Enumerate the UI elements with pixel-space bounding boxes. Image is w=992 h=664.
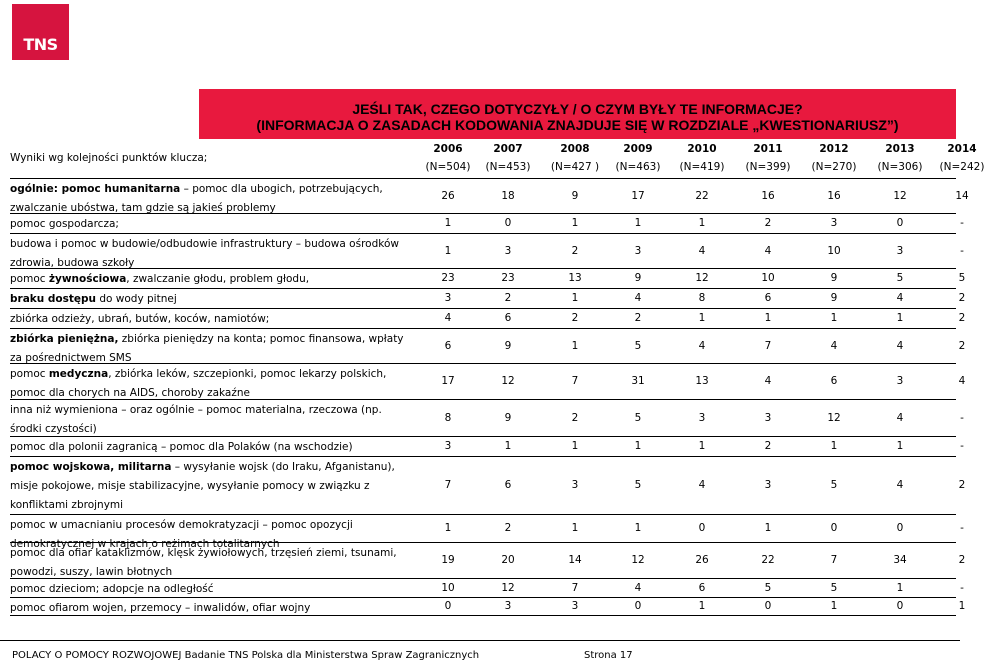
value-cell: 4 — [698, 339, 706, 352]
row-label — [10, 289, 410, 309]
table-row — [10, 456, 966, 514]
tns-logo — [12, 4, 69, 60]
value-cell: 4 — [896, 411, 904, 424]
table-row — [10, 268, 966, 288]
value-cell: 0 — [896, 217, 904, 229]
table-row — [10, 514, 964, 550]
value-cell: 4 — [958, 375, 966, 387]
row-label — [10, 437, 410, 457]
row-values — [418, 234, 964, 268]
row-label-part: pomoc dla polonii zagranicą – pomoc dla Polaków (na wschodzie) — [10, 441, 353, 453]
row-label — [10, 364, 410, 403]
value-cell: 4 — [830, 339, 838, 352]
value-cell: 4 — [698, 479, 706, 491]
value-cell: 7 — [830, 554, 838, 566]
row-label — [10, 400, 410, 439]
value-cell: 5 — [634, 479, 642, 491]
value-cell: 12 — [695, 272, 709, 284]
row-label-part: pomoc w umacnianiu procesów demokratyzacji – pomoc opozycji demokratycznej w krajach o reżimach totalitarnych — [10, 519, 353, 550]
value-cell: 9 — [571, 189, 579, 202]
results-legend-label: Wyniki wg kolejności punktów klucza; — [10, 152, 208, 164]
row-values — [418, 598, 966, 615]
row-label-part: pomoc — [10, 273, 49, 285]
table-row — [10, 363, 966, 399]
value-cell: 18 — [501, 189, 515, 202]
year-label: 2011 — [753, 143, 783, 155]
value-cell: 1 — [698, 217, 706, 229]
row-label — [10, 269, 410, 289]
value-cell: - — [960, 440, 964, 452]
sample-size-label: (N=427 ) — [550, 161, 600, 173]
value-cell: - — [960, 411, 964, 424]
value-cell: 2 — [571, 312, 579, 324]
row-label-part: budowa i pomoc w budowie/odbudowie infrastruktury – budowa ośrodków zdrowia, budowa szkoły — [10, 238, 399, 269]
value-cell: 1 — [571, 339, 579, 352]
footer-page-number: Strona 17 — [584, 650, 633, 661]
question-title-line2: (INFORMACJA O ZASADACH KODOWANIA ZNAJDUJE SIĘ W ROZDZIALE „KWESTIONARIUSZ”) — [256, 117, 899, 133]
value-cell: 9 — [830, 292, 838, 304]
value-cell: 1 — [571, 440, 579, 452]
value-cell: 5 — [830, 581, 838, 594]
year-column-0 — [418, 143, 478, 174]
row-label-part: pomoc dla ofiar kataklizmów, klęsk żywiołowych, trzęsień ziemi, tsunami, powodzi, suszy, lawin błotnych — [10, 547, 397, 578]
year-column-5 — [738, 143, 798, 174]
value-cell: 1 — [444, 522, 452, 534]
value-cell: 1 — [958, 600, 966, 612]
value-cell: 1 — [830, 440, 838, 452]
value-cell: 6 — [764, 292, 772, 304]
value-cell: 1 — [698, 600, 706, 612]
value-cell: 5 — [958, 272, 966, 284]
value-cell: 2 — [504, 522, 512, 534]
value-cell: 5 — [634, 339, 642, 352]
value-cell: 9 — [634, 272, 642, 284]
row-values — [418, 437, 964, 456]
year-header-row — [418, 143, 985, 175]
value-cell: 7 — [571, 375, 579, 387]
value-cell: 0 — [444, 600, 452, 612]
row-label-part: medyczna — [48, 368, 109, 380]
value-cell: 23 — [501, 272, 515, 284]
value-cell: 0 — [504, 217, 512, 229]
value-cell: 13 — [695, 375, 709, 387]
value-cell: 4 — [896, 292, 904, 304]
row-label-part: , zwalczanie głodu, problem głodu, — [126, 273, 310, 285]
value-cell: 22 — [761, 554, 775, 566]
value-cell: 9 — [830, 272, 838, 284]
sample-size-label: (N=270) — [811, 161, 857, 173]
table-row — [10, 213, 964, 233]
year-label: 2006 — [433, 143, 463, 155]
year-label: 2009 — [623, 143, 653, 155]
value-cell: 1 — [504, 440, 512, 452]
value-cell: 1 — [896, 581, 904, 594]
value-cell: 2 — [571, 411, 579, 424]
value-cell: 0 — [698, 522, 706, 534]
table-row — [10, 399, 964, 436]
row-label-part: pomoc gospodarcza; — [10, 218, 119, 230]
value-cell: 5 — [764, 581, 772, 594]
row-label — [10, 457, 410, 515]
value-cell: - — [960, 217, 964, 229]
sample-size-label: (N=242) — [939, 161, 985, 173]
value-cell: 6 — [504, 479, 512, 491]
value-cell: 7 — [571, 581, 579, 594]
value-cell: 2 — [764, 440, 772, 452]
row-values — [418, 515, 964, 542]
table-row — [10, 288, 966, 308]
value-cell: 4 — [634, 581, 642, 594]
value-cell: 1 — [634, 522, 642, 534]
value-cell: 12 — [827, 411, 841, 424]
value-cell: 4 — [444, 312, 452, 324]
value-cell: 17 — [441, 375, 455, 387]
table-row — [10, 578, 964, 597]
value-cell: 8 — [444, 411, 452, 424]
value-cell: 3 — [830, 217, 838, 229]
value-cell: 4 — [698, 244, 706, 257]
value-cell: 5 — [830, 479, 838, 491]
value-cell: 26 — [441, 189, 455, 202]
table-row — [10, 178, 969, 214]
row-label-part: do wody pitnej — [96, 293, 177, 305]
table-bottom-border — [10, 615, 956, 616]
sample-size-label: (N=463) — [615, 161, 661, 173]
row-label-part: ogólnie: pomoc humanitarna — [10, 183, 181, 195]
row-label-part: żywnościowa — [48, 273, 127, 285]
row-values — [418, 457, 966, 514]
footer-divider — [0, 640, 960, 641]
value-cell: 9 — [504, 411, 512, 424]
value-cell: 2 — [958, 554, 966, 566]
value-cell: 3 — [698, 411, 706, 424]
row-values — [418, 329, 966, 363]
year-label: 2013 — [885, 143, 915, 155]
row-label-part: pomoc wojskowa, militarna — [10, 461, 172, 473]
row-label-part: zbiórka pieniężna, — [10, 333, 119, 345]
value-cell: 2 — [958, 479, 966, 491]
value-cell: 12 — [501, 581, 515, 594]
year-column-8 — [932, 143, 992, 174]
value-cell: 7 — [764, 339, 772, 352]
row-label-part: pomoc — [10, 368, 49, 380]
table-row — [10, 436, 964, 456]
value-cell: 10 — [827, 244, 841, 257]
sample-size-label: (N=419) — [679, 161, 725, 173]
value-cell: 16 — [761, 189, 775, 202]
value-cell: 1 — [896, 312, 904, 324]
value-cell: 1 — [896, 440, 904, 452]
value-cell: 31 — [631, 375, 645, 387]
sample-size-label: (N=399) — [745, 161, 791, 173]
value-cell: 1 — [444, 217, 452, 229]
year-column-3 — [608, 143, 668, 174]
value-cell: 4 — [764, 244, 772, 257]
value-cell: 2 — [504, 292, 512, 304]
value-cell: 1 — [444, 244, 452, 257]
sample-size-label: (N=453) — [485, 161, 531, 173]
value-cell: 3 — [444, 440, 452, 452]
footer-study-title: POLACY O POMOCY ROZWOJOWEJ Badanie TNS Polska dla Ministerstwa Spraw Zagranicznych — [12, 650, 480, 661]
year-column-2 — [545, 143, 605, 174]
value-cell: 1 — [634, 217, 642, 229]
row-label-part: – pomoc dla ubogich, potrzebujących, zwalczanie ubóstwa, tam gdzie są jakieś problemy — [10, 183, 383, 214]
value-cell: 23 — [441, 272, 455, 284]
value-cell: 5 — [634, 411, 642, 424]
value-cell: 9 — [504, 339, 512, 352]
value-cell: 6 — [830, 375, 838, 387]
value-cell: 1 — [571, 522, 579, 534]
logo-text: TNS — [23, 35, 58, 54]
value-cell: 7 — [444, 479, 452, 491]
value-cell: 22 — [695, 189, 709, 202]
value-cell: 3 — [571, 479, 579, 491]
sample-size-label: (N=504) — [425, 161, 471, 173]
row-values — [418, 543, 966, 578]
value-cell: 3 — [764, 479, 772, 491]
value-cell: - — [960, 244, 964, 257]
value-cell: 12 — [893, 189, 907, 202]
value-cell: 12 — [501, 375, 515, 387]
value-cell: 10 — [761, 272, 775, 284]
value-cell: 1 — [571, 217, 579, 229]
value-cell: 2 — [958, 292, 966, 304]
value-cell: 4 — [896, 479, 904, 491]
table-row — [10, 328, 966, 364]
value-cell: 2 — [634, 312, 642, 324]
value-cell: 19 — [441, 554, 455, 566]
value-cell: 1 — [698, 312, 706, 324]
table-row — [10, 542, 966, 578]
year-column-6 — [804, 143, 864, 174]
value-cell: 26 — [695, 554, 709, 566]
value-cell: 20 — [501, 554, 515, 566]
value-cell: 1 — [830, 312, 838, 324]
value-cell: 3 — [896, 244, 904, 257]
value-cell: 6 — [444, 339, 452, 352]
value-cell: 3 — [504, 600, 512, 612]
value-cell: 2 — [764, 217, 772, 229]
row-label — [10, 579, 410, 599]
row-label — [10, 543, 410, 582]
sample-size-label: (N=306) — [877, 161, 923, 173]
row-values — [418, 400, 964, 436]
value-cell: 1 — [698, 440, 706, 452]
question-title — [199, 101, 956, 133]
value-cell: 8 — [698, 292, 706, 304]
value-cell: 1 — [634, 440, 642, 452]
value-cell: 3 — [896, 375, 904, 387]
value-cell: 2 — [958, 339, 966, 352]
value-cell: 16 — [827, 189, 841, 202]
value-cell: 0 — [896, 600, 904, 612]
value-cell: 0 — [764, 600, 772, 612]
row-label — [10, 214, 410, 234]
value-cell: 3 — [504, 244, 512, 257]
row-label-part: zbiórka odzieży, ubrań, butów, koców, namiotów; — [10, 313, 270, 325]
question-title-line1: JEŚLI TAK, CZEGO DOTYCZYŁY / O CZYM BYŁY TE INFORMACJE? — [352, 101, 803, 117]
value-cell: 1 — [830, 600, 838, 612]
table-row — [10, 308, 966, 328]
row-label-part: , zbiórka leków, szczepionki, pomoc lekarzy polskich, pomoc dla chorych na AIDS, choroby zakaźne — [10, 368, 387, 399]
row-label — [10, 309, 410, 329]
year-label: 2014 — [947, 143, 977, 155]
value-cell: 12 — [631, 554, 645, 566]
row-values — [418, 579, 964, 597]
value-cell: 14 — [568, 554, 582, 566]
value-cell: 10 — [441, 581, 455, 594]
value-cell: - — [960, 581, 964, 594]
value-cell: 6 — [698, 581, 706, 594]
row-label-part: braku dostępu — [10, 293, 97, 305]
value-cell: 4 — [634, 292, 642, 304]
value-cell: 0 — [896, 522, 904, 534]
table-row — [10, 597, 966, 615]
value-cell: 3 — [571, 600, 579, 612]
table-row — [10, 233, 964, 269]
row-values — [418, 289, 966, 308]
value-cell: 0 — [634, 600, 642, 612]
value-cell: 3 — [634, 244, 642, 257]
year-column-4 — [672, 143, 732, 174]
row-label-part: – wysyłanie wojsk (do Iraku, Afganistanu), misje pokojowe, misje stabilizacyjne, wysyłanie pomocy w związku z konfliktami zbrojnymi — [10, 461, 395, 511]
value-cell: 17 — [631, 189, 645, 202]
row-values — [418, 179, 969, 213]
year-label: 2008 — [560, 143, 590, 155]
value-cell: 2 — [958, 312, 966, 324]
row-label-part: zbiórka pieniędzy na konta; pomoc finansowa, wpłaty za pośrednictwem SMS — [10, 333, 404, 364]
value-cell: 14 — [955, 189, 969, 202]
row-label-part: pomoc ofiarom wojen, przemocy – inwalidów, ofiar wojny — [10, 602, 311, 614]
row-values — [418, 309, 966, 328]
value-cell: 4 — [896, 339, 904, 352]
row-label-part: pomoc dzieciom; adopcje na odległość — [10, 583, 214, 595]
value-cell: 1 — [764, 312, 772, 324]
value-cell: 0 — [830, 522, 838, 534]
value-cell: 3 — [444, 292, 452, 304]
value-cell: - — [960, 522, 964, 534]
row-values — [418, 269, 966, 288]
value-cell: 13 — [568, 272, 582, 284]
year-column-7 — [870, 143, 930, 174]
year-label: 2007 — [493, 143, 523, 155]
year-label: 2010 — [687, 143, 717, 155]
year-column-1 — [478, 143, 538, 174]
value-cell: 2 — [571, 244, 579, 257]
row-values — [418, 214, 964, 233]
value-cell: 6 — [504, 312, 512, 324]
value-cell: 1 — [571, 292, 579, 304]
row-label-part: inna niż wymieniona – oraz ogólnie – pomoc materialna, rzeczowa (np. środki czystości) — [10, 404, 382, 435]
value-cell: 3 — [764, 411, 772, 424]
year-label: 2012 — [819, 143, 849, 155]
value-cell: 1 — [764, 522, 772, 534]
row-values — [418, 364, 966, 399]
value-cell: 34 — [893, 554, 907, 566]
value-cell: 4 — [764, 375, 772, 387]
value-cell: 5 — [896, 272, 904, 284]
